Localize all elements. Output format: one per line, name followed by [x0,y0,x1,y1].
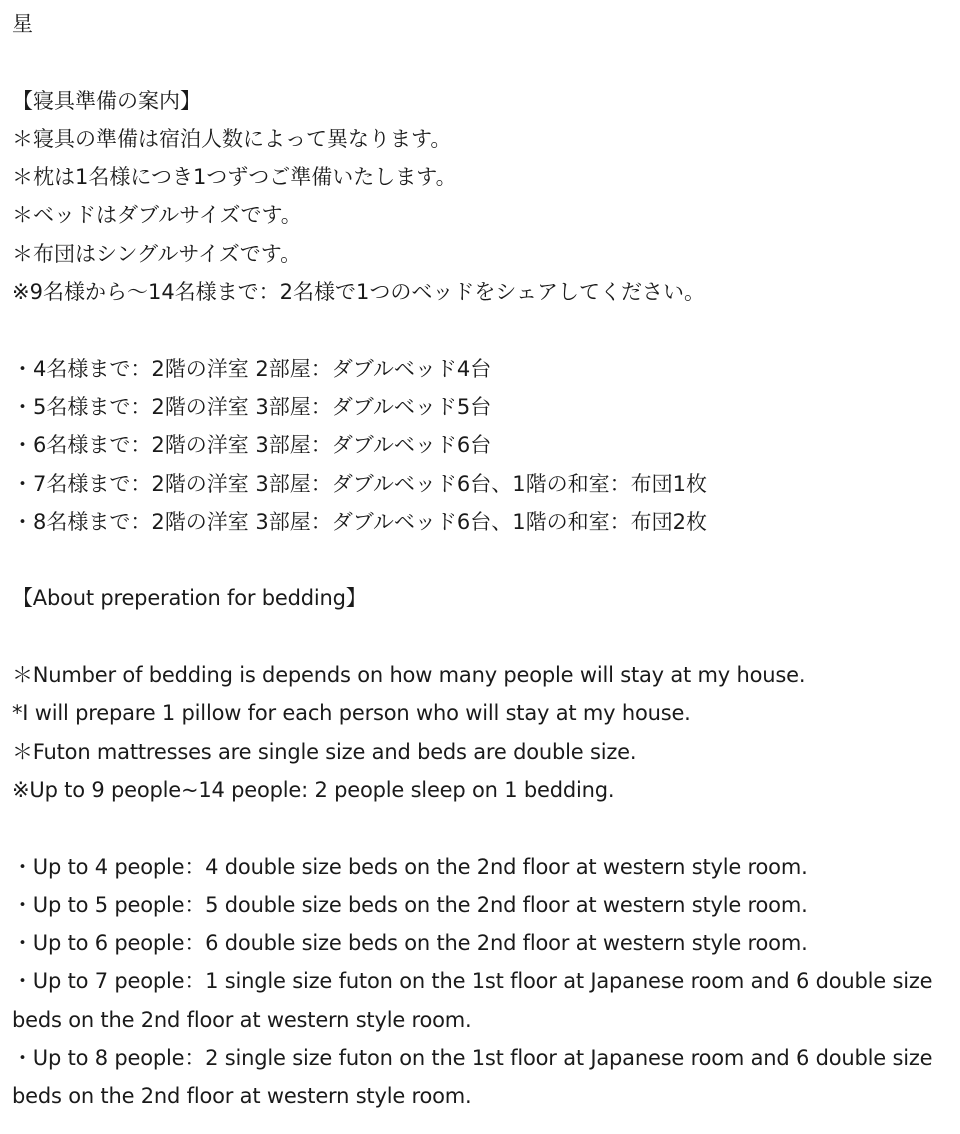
spacer [12,618,956,656]
en-plan-7: ・Up to 7 people：1 single size futon on the 1st floor at Japanese room and 6 double size beds on the 2nd floor at western style room. [12,969,933,1032]
ja-note-pillow: ＊枕は1名様につき1つずつご準備いたします。 [12,165,457,190]
ja-plan-4: ・4名様まで：2階の洋室 2部屋：ダブルベッド4台 [12,356,492,381]
en-heading: 【About preperation for bedding】 [12,586,367,611]
spacer [12,809,956,847]
ja-note-share: ※9名様から〜14名様まで：2名様で1つのベッドをシェアしてください。 [12,280,705,305]
bedding-info-document [12,5,956,1116]
ja-plan-5: ・5名様まで：2階の洋室 3部屋：ダブルベッド5台 [12,394,492,419]
en-plan-4: ・Up to 4 people：4 double size beds on the 2nd floor at western style room. [12,854,808,879]
en-plan-5: ・Up to 5 people：5 double size beds on the 2nd floor at western style room. [12,892,808,917]
ja-note-bedding-varies: ＊寝具の準備は宿泊人数によって異なります。 [12,126,452,151]
en-plan-6: ・Up to 6 people：6 double size beds on the 2nd floor at western style room. [12,931,808,956]
page-title: 星 [12,12,33,36]
spacer [12,311,956,349]
ja-plan-7: ・7名様まで：2階の洋室 3部屋：ダブルベッド6台、1階の和室：布団1枚 [12,471,707,496]
spacer [12,541,956,579]
ja-note-bed-size: ＊ベッドはダブルサイズです。 [12,203,302,228]
en-note-pillow: *I will prepare 1 pillow for each person who will stay at my house. [12,701,691,726]
en-note-share: ※Up to 9 people~14 people: 2 people sleep on 1 bedding. [12,777,615,802]
ja-heading: 【寝具準備の案内】 [12,88,201,113]
en-note-bedding-varies: ＊Number of bedding is depends on how many people will stay at my house. [12,663,806,688]
en-note-sizes: ＊Futon mattresses are single size and beds are double size. [12,739,637,764]
ja-plan-6: ・6名様まで：2階の洋室 3部屋：ダブルベッド6台 [12,433,492,458]
ja-note-futon-size: ＊布団はシングルサイズです。 [12,241,302,266]
en-plan-8: ・Up to 8 people：2 single size futon on the 1st floor at Japanese room and 6 double size beds on the 2nd floor at western style room. [12,1046,933,1109]
spacer [12,43,956,81]
ja-plan-8: ・8名様まで：2階の洋室 3部屋：ダブルベッド6台、1階の和室：布団2枚 [12,509,707,534]
